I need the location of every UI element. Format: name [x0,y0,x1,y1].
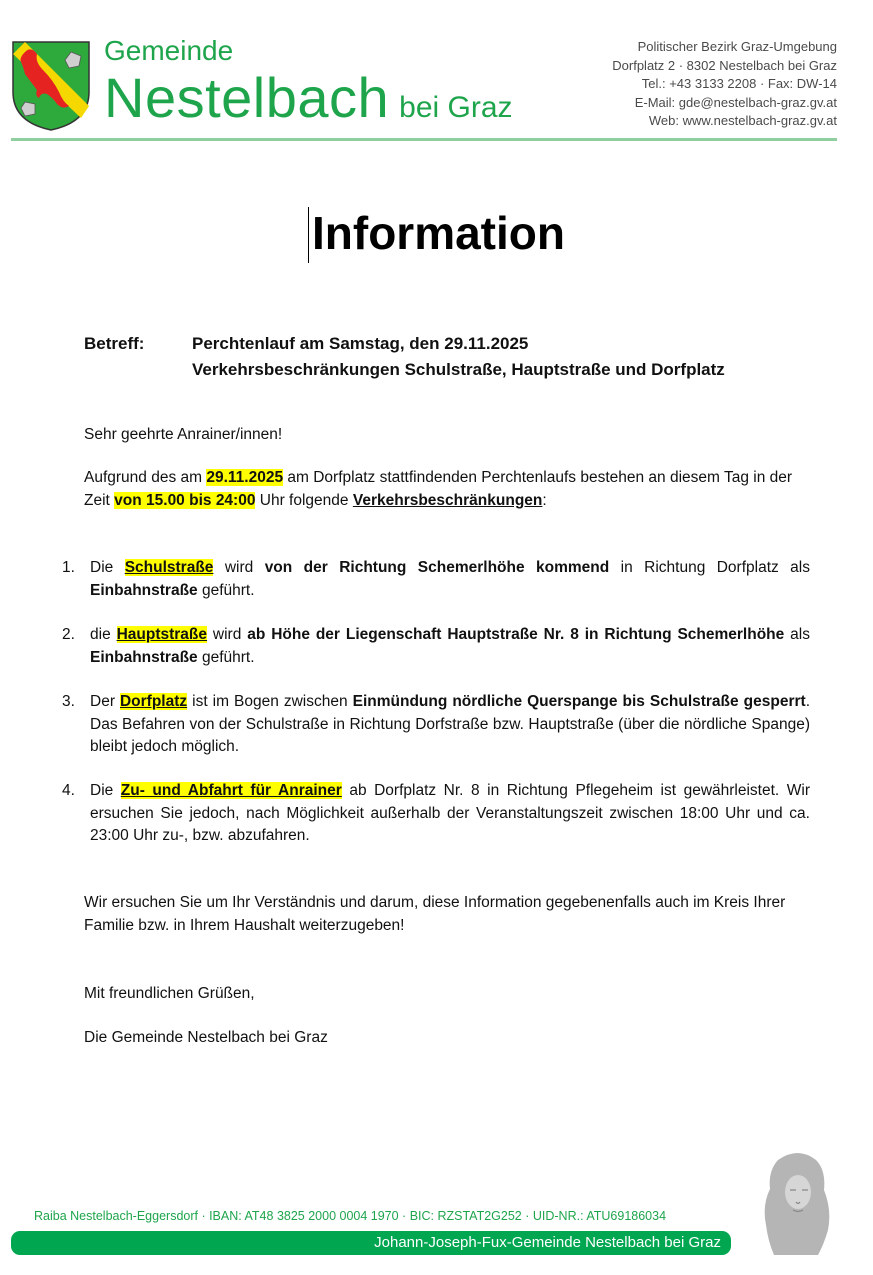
item-text: in Richtung Dorfplatz als [609,559,810,576]
subject-label: Betreff: [84,334,145,353]
contact-address: Dorfplatz 2 · 8302 Nestelbach bei Graz [612,57,837,73]
portrait-icon [758,1150,838,1255]
highlight-date: 29.11.2025 [206,469,284,486]
list-item [62,557,810,602]
item-text: geführt. [197,648,255,666]
item-bold: von der Richtung Schemerlhöhe kommend [264,559,610,576]
list-number: 1. [62,559,75,576]
item-bold: Einbahnstraße [90,648,198,666]
intro-paragraph [84,467,810,512]
brand-suffix: bei Graz [399,91,513,124]
contact-email: E-Mail: gde@nestelbach-graz.gv.at [634,94,837,110]
item-bold: Einmündung nördliche Querspange bis Schulstraße gesperrt [352,693,806,710]
subject-line-1: Perchtenlauf am Samstag, den 29.11.2025 [192,334,529,353]
contact-phone: Tel.: +43 3133 2208 · Fax: DW-14 [641,76,837,91]
list-number: 2. [62,626,75,643]
highlight-street: Schulstraße [124,559,214,576]
item-text: . Das Befahren von der Schulstraße in Richtung Dorfstraße bzw. Hauptstraße (über die nördliche Spange) bleibt jedoch möglich. [90,693,810,755]
contact-district: Politischer Bezirk Graz-Umgebung [637,39,837,54]
item-bold: ab Höhe der Liegenschaft Hauptstraße Nr. 8 in Richtung Schemerlhöhe [247,626,785,643]
item-text: die [90,626,117,643]
salutation: Mit freundlichen Grüßen, [84,985,255,1002]
item-text: wird [207,626,248,643]
highlight-street: Hauptstraße [116,626,208,643]
item-text: Die [90,559,125,576]
municipality-brand [104,34,513,128]
footer-banner: Johann-Joseph-Fux-Gemeinde Nestelbach bei Graz [11,1231,731,1255]
coat-of-arms-icon [11,40,91,132]
contact-block [612,38,837,131]
greeting: Sehr geehrte Anrainer/innen! [84,426,283,443]
item-bold: Einbahnstraße [90,581,198,599]
signature: Die Gemeinde Nestelbach bei Graz [84,1029,328,1046]
item-text: geführt. [197,581,255,599]
brand-name: Nestelbach [104,66,390,129]
subject-line-2: Verkehrsbeschränkungen Schulstraße, Hauptstraße und Dorfplatz [192,360,725,379]
item-text: Der [90,693,120,710]
item-text: als [784,626,810,643]
list-number: 3. [62,693,75,710]
item-text: ab Dorfplatz Nr. 8 in Richtung Pflegeheim ist gewährleistet. Wir ersuchen Sie jedoch, nach Möglichkeit außerhalb der Veranstaltungszeit zwischen 18:00 Uhr und ca. 23:00 Uhr zu-, bzw. abzufahren. [90,782,810,844]
list-item [62,780,810,848]
contact-web: Web: www.nestelbach-graz.gv.at [648,113,837,128]
restrictions-heading: Verkehrsbeschränkungen [352,491,543,509]
highlight-time: von 15.00 bis 24:00 [114,491,256,509]
intro-text: Uhr folgende [255,491,353,509]
item-text: ist im Bogen zwischen [187,693,353,710]
bank-details: Raiba Nestelbach-Eggersdorf · IBAN: AT48 3825 2000 0004 1970 · BIC: RZSTAT2G252 · UID-NR.: ATU69186034 [34,1209,667,1223]
closing-request: Wir ersuchen Sie um Ihr Verständnis und darum, diese Information gegebenenfalls auch im Kreis Ihrer Familie bzw. in Ihrem Haushalt weiterzugeben! [84,894,786,934]
list-item [62,624,810,669]
item-text: wird [213,559,265,576]
list-number: 4. [62,782,75,799]
intro-text: Aufgrund des am [84,469,207,486]
intro-text: am Dorfplatz stattfindenden Perchtenlaufs bestehen an diesem Tag in der Zeit [84,469,793,509]
letterhead [0,0,873,150]
item-text: Die [90,782,121,799]
header-divider [11,138,837,141]
highlight-street: Dorfplatz [119,693,188,710]
title-text: Information [312,207,565,259]
intro-text: : [542,491,547,509]
highlight-access: Zu- und Abfahrt für Anrainer [120,782,342,799]
text-cursor [308,207,309,263]
brand-small: Gemeinde [104,35,234,66]
document-title [0,206,873,263]
list-item [62,691,810,759]
